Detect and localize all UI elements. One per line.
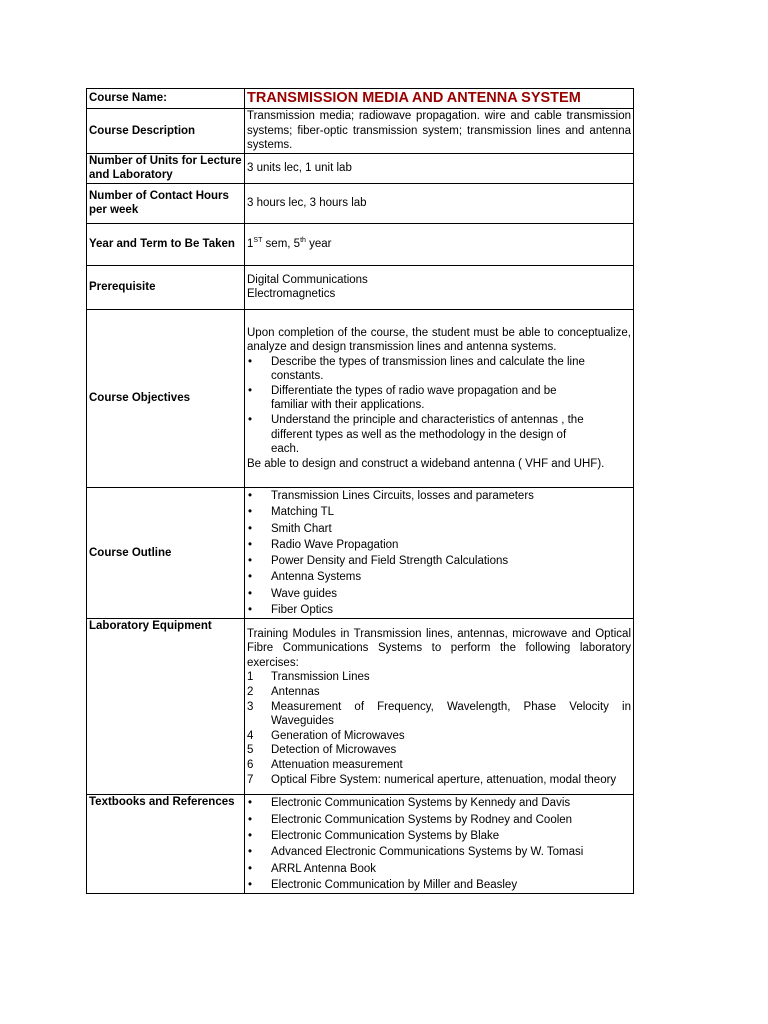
lab-exercise-number: 6 xyxy=(247,758,254,771)
lab-exercise-number: 7 xyxy=(247,773,254,786)
outline-item: • Antenna Systems xyxy=(247,569,631,585)
objective-item: • Differentiate the types of radio wave propagation and be familiar with their applications. xyxy=(247,384,585,413)
textbook-item: • Electronic Communication by Miller and Beasley xyxy=(247,877,631,893)
lab-exercise-text: Optical Fibre System: numerical aperture, attenuation, modal theory xyxy=(271,773,617,786)
objectives-list xyxy=(247,355,631,457)
year-term-label: Year and Term to Be Taken xyxy=(87,223,245,265)
lab-exercise-item xyxy=(247,758,631,773)
lab-exercise-item xyxy=(247,700,631,729)
lab-exercise-list xyxy=(247,670,631,787)
lab-exercise-item xyxy=(247,773,631,788)
objectives-outro: Be able to design and construct a wideband antenna ( VHF and UHF). xyxy=(247,457,605,470)
course-description-label: Course Description xyxy=(87,109,245,154)
lab-exercise-text: Transmission Lines xyxy=(271,671,370,684)
contact-hours-label: Number of Contact Hours per week xyxy=(87,183,245,223)
row-prerequisite xyxy=(87,265,634,309)
outline-item: • Radio Wave Propagation xyxy=(247,537,631,553)
units-label: Number of Units for Lecture and Laboratory xyxy=(87,153,245,183)
laboratory-equipment-value xyxy=(245,619,634,795)
outline-item: • Power Density and Field Strength Calculations xyxy=(247,553,631,569)
textbooks-label: Textbooks and References xyxy=(87,795,245,894)
row-laboratory-equipment xyxy=(87,619,634,795)
course-description-value: Transmission media; radiowave propagation. wire and cable transmission systems; fiber-optic transmission system; transmission lines and antenna systems. xyxy=(245,109,634,154)
prerequisite-item: Digital Communications xyxy=(247,273,368,286)
course-objectives-value xyxy=(245,309,634,487)
course-objectives-label: Course Objectives xyxy=(87,309,245,487)
year-term-second-sup: th xyxy=(300,237,306,245)
outline-item: • Smith Chart xyxy=(247,521,631,537)
lab-exercise-text: Detection of Microwaves xyxy=(271,744,397,757)
lab-exercise-text: Attenuation measurement xyxy=(271,758,403,771)
lab-intro: Training Modules in Transmission lines, antennas, microwave and Optical Fibre Communications Systems to perform the following laboratory exercises: xyxy=(247,627,631,669)
lab-exercise-number: 1 xyxy=(247,671,254,684)
lab-exercise-item xyxy=(247,685,631,700)
row-course-outline xyxy=(87,487,634,618)
row-contact-hours xyxy=(87,183,634,223)
units-value: 3 units lec, 1 unit lab xyxy=(245,153,634,183)
syllabus-table xyxy=(86,88,634,894)
lab-exercise-number: 5 xyxy=(247,744,254,757)
outline-list xyxy=(247,488,631,618)
year-term-first-sup: ST xyxy=(253,237,263,245)
year-term-value xyxy=(245,223,634,265)
lab-exercise-item xyxy=(247,729,631,744)
lab-exercise-number: 4 xyxy=(247,729,254,742)
course-outline-label: Course Outline xyxy=(87,487,245,618)
lab-exercise-item xyxy=(247,670,631,685)
year-term-mid: sem, 5 xyxy=(262,238,301,251)
lab-exercise-text: Antennas xyxy=(271,685,320,698)
prerequisite-item: Electromagnetics xyxy=(247,288,336,301)
outline-item: • Fiber Optics xyxy=(247,602,631,618)
course-name-value: TRANSMISSION MEDIA AND ANTENNA SYSTEM xyxy=(245,89,634,109)
row-textbooks xyxy=(87,795,634,894)
textbook-item: • Electronic Communication Systems by Kennedy and Davis xyxy=(247,795,631,811)
lab-exercise-text: Generation of Microwaves xyxy=(271,729,405,742)
year-term-last: year xyxy=(305,238,332,251)
row-course-objectives xyxy=(87,309,634,487)
objective-item: • Describe the types of transmission lines and calculate the line constants. xyxy=(247,355,585,384)
lab-exercise-item xyxy=(247,743,631,758)
course-outline-value xyxy=(245,487,634,618)
textbooks-value xyxy=(245,795,634,894)
textbook-item: • Advanced Electronic Communications Systems by W. Tomasi xyxy=(247,844,631,860)
textbook-item: • Electronic Communication Systems by Blake xyxy=(247,828,631,844)
outline-item: • Matching TL xyxy=(247,504,631,520)
textbook-item: • ARRL Antenna Book xyxy=(247,861,631,877)
row-units xyxy=(87,153,634,183)
laboratory-equipment-label: Laboratory Equipment xyxy=(87,619,245,795)
year-term-first: 1 xyxy=(247,238,254,251)
lab-exercise-number: 3 xyxy=(247,700,254,713)
row-year-term xyxy=(87,223,634,265)
course-name-label: Course Name: xyxy=(87,89,245,109)
objectives-intro: Upon completion of the course, the student must be able to conceptualize, analyze and design transmission lines and antenna systems. xyxy=(247,326,631,354)
lab-exercise-text: Measurement of Frequency, Wavelength, Phase Velocity in Waveguides xyxy=(271,700,631,728)
contact-hours-value: 3 hours lec, 3 hours lab xyxy=(245,183,634,223)
row-course-name xyxy=(87,89,634,109)
textbooks-list xyxy=(247,795,631,893)
textbook-item: • Electronic Communication Systems by Rodney and Coolen xyxy=(247,812,631,828)
outline-item: • Transmission Lines Circuits, losses and parameters xyxy=(247,488,631,504)
prerequisite-label: Prerequisite xyxy=(87,265,245,309)
row-course-description xyxy=(87,109,634,154)
prerequisite-value xyxy=(245,265,634,309)
lab-exercise-number: 2 xyxy=(247,685,254,698)
objective-item: • Understand the principle and characteristics of antennas , the different types as well as the methodology in the design of each. xyxy=(247,413,585,457)
outline-item: • Wave guides xyxy=(247,586,631,602)
